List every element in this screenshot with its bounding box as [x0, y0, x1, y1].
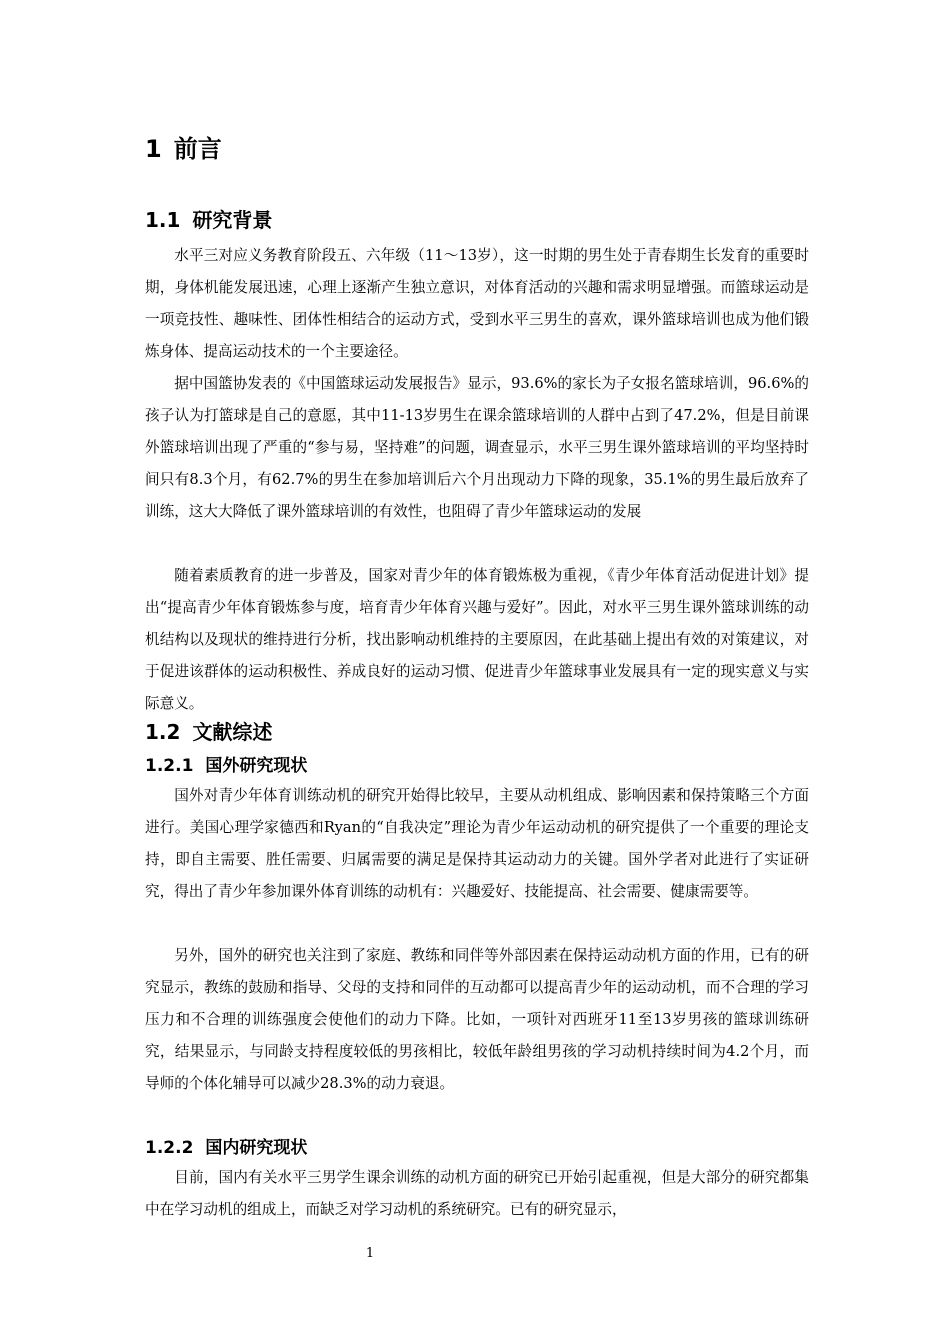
- page-number: 1: [365, 1246, 375, 1261]
- subsection-heading-1-2-2: [145, 1135, 307, 1161]
- section-heading-1-2: [145, 717, 272, 747]
- chapter-heading: [145, 132, 222, 166]
- section-title: 研究背景: [192, 208, 273, 232]
- paragraph: 另外，国外的研究也关注到了家庭、教练和同伴等外部因素在保持运动动机方面的作用，已有的研究显示，教练的鼓励和指导、父母的支持和同伴的互动都可以提高青少年的运动动机，而不合理的学习压力和不合理的训练强度会使他们的动力下降。比如，一项针对西班牙11至13岁男孩的篮球训练研究，结果显示，与同龄支持程度较低的男孩相比，较低年龄组男孩的学习动机持续时间为4.2个月，而导师的个体化辅导可以减少28.3%的动力衰退。: [145, 947, 809, 1092]
- section-number: 1.1: [145, 208, 181, 232]
- subsection-title: 国外研究现状: [205, 756, 308, 776]
- section-number: 1.2: [145, 720, 181, 744]
- paragraph: 国外对青少年体育训练动机的研究开始得比较早，主要从动机组成、影响因素和保持策略三个方面进行。美国心理学家德西和Ryan的“自我决定”理论为青少年运动动机的研究提供了一个重要的理论支持，即自主需要、胜任需要、归属需要的满足是保持其运动动力的关键。国外学者对此进行了实证研究，得出了青少年参加课外体育训练的动机有：兴趣爱好、技能提高、社会需要、健康需要等。: [145, 787, 809, 900]
- subsection-title: 国内研究现状: [205, 1138, 308, 1158]
- subsection-heading-1-2-1: [145, 753, 307, 779]
- chapter-title: 前言: [173, 135, 222, 163]
- paragraph: 据中国篮协发表的《中国篮球运动发展报告》显示，93.6%的家长为子女报名篮球培训，96.6%的孩子认为打篮球是自己的意愿，其中11-13岁男生在课余篮球培训的人群中占到了47.2%，但是目前课外篮球培训出现了严重的“参与易，坚持难”的问题，调查显示，水平三男生课外篮球培训的平均坚持时间只有8.3个月，有62.7%的男生在参加培训后六个月出现动力下降的现象，35.1%的男生最后放弃了训练，这大大降低了课外篮球培训的有效性，也阻碍了青少年篮球运动的发展: [145, 375, 809, 520]
- section-heading-1-1: [145, 205, 272, 235]
- subsection-number: 1.2.1: [145, 756, 194, 776]
- section-title: 文献综述: [192, 720, 273, 744]
- paragraph: 随着素质教育的进一步普及，国家对青少年的体育锻炼极为重视，《青少年体育活动促进计划》提出“提高青少年体育锻炼参与度，培育青少年体育兴趣与爱好”。因此，对水平三男生课外篮球训练的动机结构以及现状的维持进行分析，找出影响动机维持的主要原因，在此基础上提出有效的对策建议，对于促进该群体的运动积极性、养成良好的运动习惯、促进青少年篮球事业发展具有一定的现实意义与实际意义。: [145, 567, 809, 712]
- paragraph: 目前，国内有关水平三男学生课余训练的动机方面的研究已开始引起重视，但是大部分的研究都集中在学习动机的组成上，而缺乏对学习动机的系统研究。已有的研究显示，: [145, 1169, 809, 1218]
- chapter-number: 1: [145, 135, 162, 163]
- subsection-number: 1.2.2: [145, 1138, 194, 1158]
- paragraph: 水平三对应义务教育阶段五、六年级（11～13岁），这一时期的男生处于青春期生长发育的重要时期，身体机能发展迅速，心理上逐渐产生独立意识，对体育活动的兴趣和需求明显增强。而篮球运动是一项竞技性、趣味性、团体性相结合的运动方式，受到水平三男生的喜欢，课外篮球培训也成为他们锻炼身体、提高运动技术的一个主要途径。: [145, 247, 809, 360]
